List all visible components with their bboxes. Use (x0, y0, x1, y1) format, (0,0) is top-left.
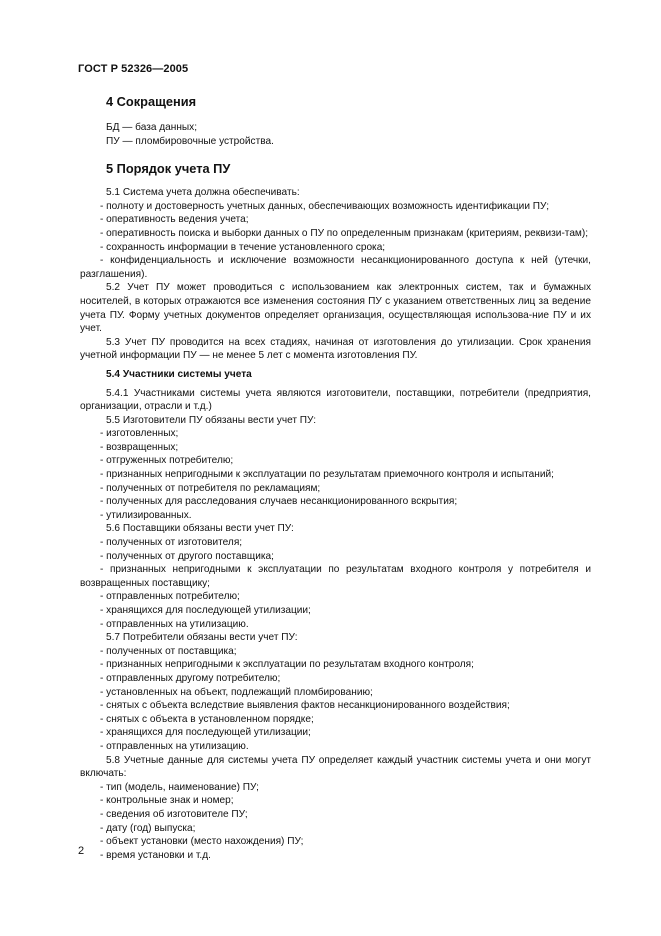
list-item: - снятых с объекта вследствие выявления фактов несанкционированного воздействия; (100, 700, 510, 712)
section-5-4-title: 5.4 Участники системы учета (106, 368, 252, 380)
list-item: - признанных непригодными к эксплуатации по результатам входного контроля у потребителя и возвращенных поставщику; (80, 564, 591, 589)
list-item: - сохранность информации в течение установленного срока; (100, 241, 386, 253)
list-item: - отправленных на утилизацию. (100, 618, 249, 630)
list-item: - сведения об изготовителе ПУ; (100, 808, 248, 820)
page-number: 2 (78, 845, 85, 857)
list-item: - полученных от изготовителя; (100, 537, 243, 549)
paragraph-5-1-intro: 5.1 Система учета должна обеспечивать: (106, 187, 300, 199)
paragraph-5-7-intro: 5.7 Потребители обязаны вести учет ПУ: (106, 632, 298, 644)
list-item: - отправленных другому потребителю; (100, 672, 281, 684)
list-item: - хранящихся для последующей утилизации; (100, 727, 311, 739)
list-item: - снятых с объекта в установленном порядке; (100, 713, 314, 725)
list-item: - полученных от потребителя по рекламациям; (100, 482, 321, 494)
abbreviation-item: ПУ — пломбировочные устройства. (106, 135, 274, 147)
list-item: - оперативность ведения учета; (100, 214, 249, 226)
paragraph-5-3: 5.3 Учет ПУ проводится на всех стадиях, начиная от изготовления до утилизации. Срок хранения учетной информации ПУ — не менее 5 лет с момента изготовления ПУ. (80, 336, 591, 362)
list-item: - контрольные знак и номер; (100, 795, 234, 807)
list-item: - полученных от поставщика; (100, 645, 237, 657)
document-header: ГОСТ Р 52326—2005 (78, 63, 189, 75)
list-item: - конфиденциальность и исключение возможности несанкционированного доступа к ней (утечки, разглашения). (80, 255, 591, 280)
list-item: - полученных для расследования случаев несанкционированного вскрытия; (100, 496, 458, 508)
list-item: - полученных от другого поставщика; (100, 550, 274, 562)
paragraph-5-8-intro: 5.8 Учетные данные для системы учета ПУ определяет каждый участник системы учета и они могут включать: (80, 754, 591, 780)
list-item: - оперативность поиска и выборки данных о ПУ по определенным признакам (критериям, реквизи-там); (100, 227, 589, 239)
list-item: - дату (год) выпуска; (100, 822, 196, 834)
list-item: - отправленных потребителю; (100, 591, 240, 603)
document-body (80, 94, 591, 862)
paragraph-5-5-intro: 5.5 Изготовители ПУ обязаны вести учет ПУ: (106, 414, 317, 426)
list-item: - изготовленных; (100, 428, 179, 440)
list-item: - утилизированных. (100, 509, 192, 521)
list-item: - признанных непригодными к эксплуатации по результатам входного контроля; (100, 659, 474, 671)
paragraph-5-6-intro: 5.6 Поставщики обязаны вести учет ПУ: (106, 523, 294, 535)
list-item: - время установки и т.д. (100, 849, 211, 861)
abbreviation-item: БД — база данных; (106, 122, 198, 133)
list-item: - признанных непригодными к эксплуатации по результатам приемочного контроля и испытаний; (100, 469, 554, 481)
list-item: - отправленных на утилизацию. (100, 740, 249, 752)
list-item: - возвращенных; (100, 441, 179, 453)
list-item: - хранящихся для последующей утилизации; (100, 605, 311, 616)
list-item: - полноту и достоверность учетных данных, обеспечивающих возможность идентификации ПУ; (100, 200, 550, 212)
list-item: - установленных на объект, подлежащий пломбированию; (100, 686, 373, 698)
list-item: - отгруженных потребителю; (100, 455, 234, 467)
section-4-title: 4 Сокращения (106, 94, 197, 109)
paragraph-5-4-1: 5.4.1 Участниками системы учета являются изготовители, поставщики, потребители (предприятия, организации, отрасли и т.д.) (80, 387, 591, 413)
paragraph-5-2: 5.2 Учет ПУ может проводиться с использованием как электронных систем, так и бумажных носителей, в которых отражаются все изменения состояния ПУ с указанием ответственных лиц за ведение учета ПУ. Форму учетных документов определяет организация, осуществляющая использова-ние ПУ и их учет. (80, 282, 591, 335)
list-item: - объект установки (место нахождения) ПУ; (100, 836, 304, 848)
section-5-title: 5 Порядок учета ПУ (106, 161, 231, 177)
list-item: - тип (модель, наименование) ПУ; (100, 781, 259, 793)
